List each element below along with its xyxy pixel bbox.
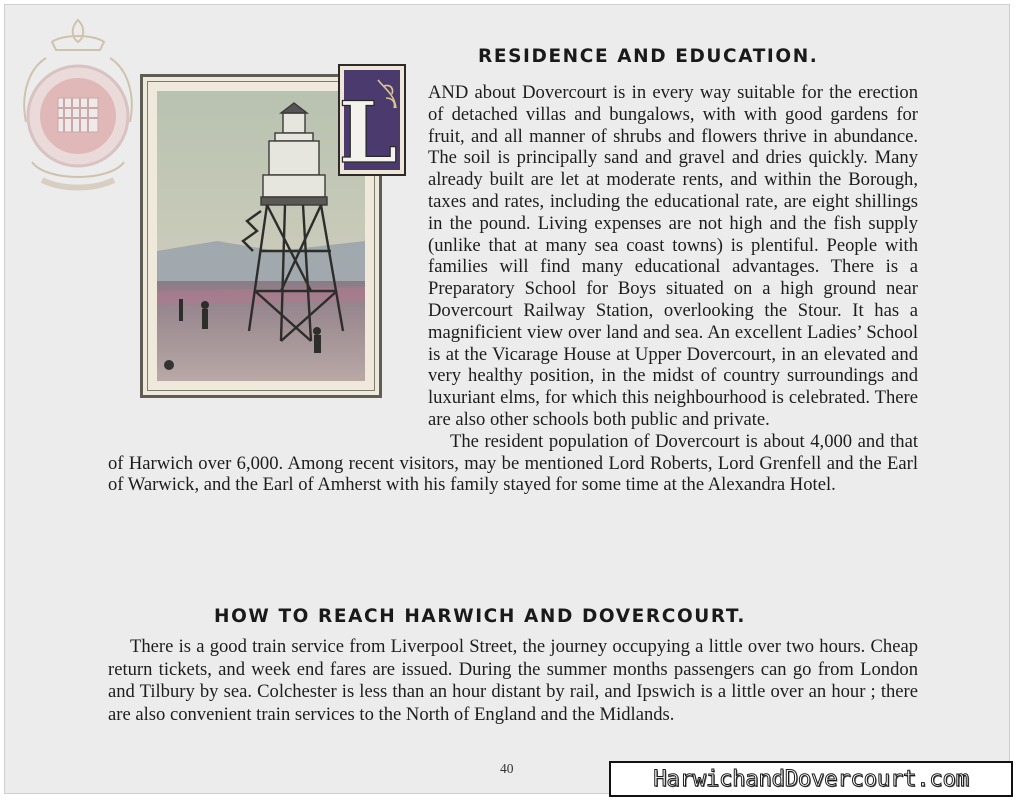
book-page — [4, 4, 1010, 794]
residence-body — [108, 82, 918, 496]
heading-how-to-reach: HOW TO REACH HARWICH AND DOVERCOURT. — [214, 606, 746, 627]
population-paragraph: The resident population of Dovercourt is about 4,000 and that of Harwich over 6,000. Among recent visitors, may be mentioned Lord Roberts, Lord Grenfell and the Earl of Warwick, and the Earl of Amherst with his family stayed for some time at the Alexandra Hotel. — [108, 430, 918, 496]
drop-cap-letter: L — [338, 83, 398, 176]
heading-residence-education: RESIDENCE AND EDUCATION. — [478, 46, 819, 67]
site-watermark: HarwichandDovercourt.com — [609, 761, 1013, 797]
reach-body — [108, 636, 918, 726]
page-number: 40 — [500, 761, 514, 776]
reach-paragraph: There is a good train service from Liverpool Street, the journey occupying a little over two hours. Cheap return tickets, and week end fares are issued. During the summer months passengers can go from London and Tilbury by sea. Colchester is less than an hour distant by rail, and Ipswich is a little over an hour ; there are also convenient train services to the North of England and the Midlands. — [108, 636, 918, 725]
picture-spacer — [108, 82, 428, 434]
residence-paragraph: AND about Dovercourt is in every way suitable for the erection of detached villas and bungalows, with with good gardens for fruit, and all manner of shrubs and flowers thrive in abundance. The soil is principally sand and gravel and dries quickly. Many already built are let at moderate rents, and within the Borough, taxes and rates, including the educational rate, are eight shillings in the pound. Living expenses are not high and the fish supply (unlike that at many sea coast towns) is plentiful. People with families will find many educational advantages. There is a Preparatory School for Boys situated on a high ground near Dovercourt Railway Station, overlooking the Stour. It has a magnificient view over land and sea. An excellent Ladies’ School is at the Vicarage House at Upper Dovercourt, in an elevated and very healthy position, in the midst of country surroundings and luxuriant elms, for which this neighbourhood is celebrated. There are also other schools both public and private. — [428, 82, 918, 430]
